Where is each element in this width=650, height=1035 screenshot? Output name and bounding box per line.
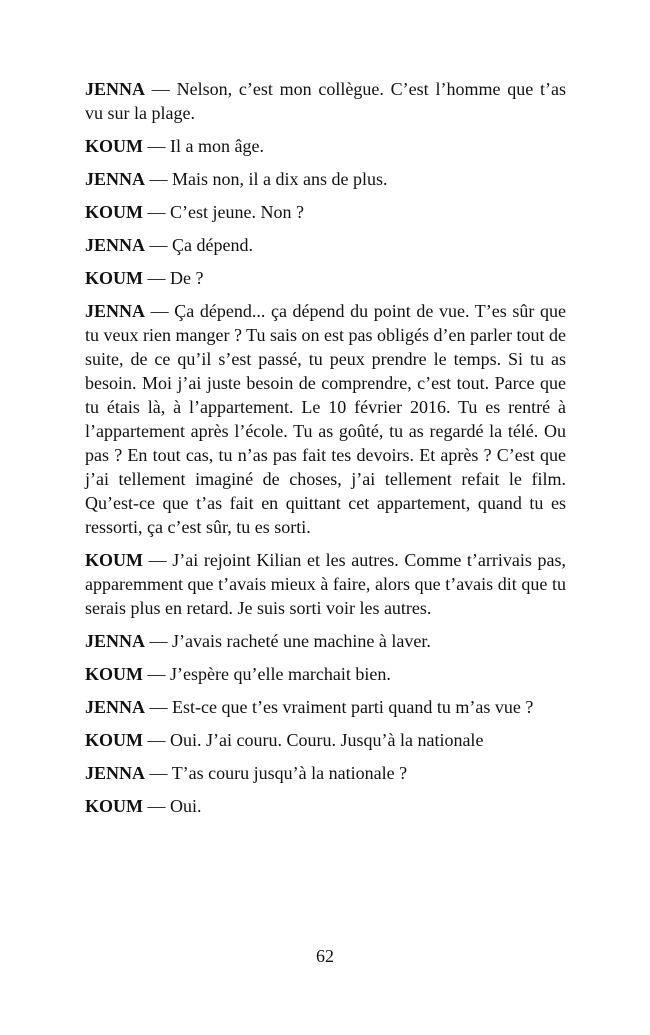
dialogue-text: — J’ai rejoint Kilian et les autres. Comme t’arrivais pas, apparemment que t’avais mieux à faire, alors que t’avais dit que tu serais plus en retard. Je suis sorti voir les autres. <box>85 550 566 618</box>
dialogue-text: — Nelson, c’est mon collègue. C’est l’homme que t’as vu sur la plage. <box>85 79 566 123</box>
speaker-name: JENNA <box>85 763 146 783</box>
dialogue-text: — J’espère qu’elle marchait bien. <box>143 664 391 684</box>
speaker-name: JENNA <box>85 79 146 99</box>
dialogue-text: — Ça dépend... ça dépend du point de vue. T’es sûr que tu veux rien manger ? Tu sais on est pas obligés d’en parler tout de suite, de ce qu’il s’est passé, tu peux prendre le temps. Si tu as besoin. Moi j’ai juste besoin de comprendre, c’est tout. Parce que tu étais là, à l’appartement. Le 10 février 2016. Tu es rentré à l’appartement après l’école. Tu as goûté, tu as regardé la télé. Ou pas ? En tout cas, tu n’as pas fait tes devoirs. Et après ? C’est que j’ai tellement imaginé de choses, j’ai tellement refait le film. Qu’est-ce que t’as fait en quittant cet appartement, quand tu es ressorti, ça c’est sûr, tu es sorti. <box>85 301 566 537</box>
speaker-name: KOUM <box>85 136 143 156</box>
dialogue-text: — C’est jeune. Non ? <box>143 202 304 222</box>
speaker-name: KOUM <box>85 730 143 750</box>
dialogue-line-2 <box>85 134 566 158</box>
dialogue-text: — Il a mon âge. <box>143 136 264 156</box>
dialogue-line-11 <box>85 695 566 719</box>
speaker-name: KOUM <box>85 268 143 288</box>
speaker-name: KOUM <box>85 796 143 816</box>
dialogue-line-1 <box>85 77 566 125</box>
speaker-name: KOUM <box>85 550 143 570</box>
dialogue-line-8 <box>85 548 566 620</box>
page-number: 62 <box>316 946 334 966</box>
dialogue-text: — J’avais racheté une machine à laver. <box>145 631 431 651</box>
dialogue-line-5 <box>85 233 566 257</box>
speaker-name: JENNA <box>85 169 146 189</box>
page-body <box>85 77 566 827</box>
dialogue-text: — Oui. <box>143 796 202 816</box>
dialogue-line-6 <box>85 266 566 290</box>
dialogue-line-9 <box>85 629 566 653</box>
speaker-name: JENNA <box>85 301 146 321</box>
speaker-name: KOUM <box>85 202 143 222</box>
speaker-name: KOUM <box>85 664 143 684</box>
dialogue-text: — Est-ce que t’es vraiment parti quand tu m’as vue ? <box>145 697 534 717</box>
dialogue-text: — Oui. J’ai couru. Couru. Jusqu’à la nationale <box>143 730 484 750</box>
dialogue-text: — Ça dépend. <box>145 235 253 255</box>
dialogue-line-14 <box>85 794 566 818</box>
dialogue-line-7 <box>85 299 566 539</box>
dialogue-line-4 <box>85 200 566 224</box>
speaker-name: JENNA <box>85 235 146 255</box>
dialogue-line-13 <box>85 761 566 785</box>
dialogue-text: — Mais non, il a dix ans de plus. <box>145 169 388 189</box>
dialogue-line-3 <box>85 167 566 191</box>
speaker-name: JENNA <box>85 631 146 651</box>
dialogue-text: — De ? <box>143 268 204 288</box>
dialogue-line-10 <box>85 662 566 686</box>
dialogue-text: — T’as couru jusqu’à la nationale ? <box>145 763 408 783</box>
dialogue-line-12 <box>85 728 566 752</box>
speaker-name: JENNA <box>85 697 146 717</box>
